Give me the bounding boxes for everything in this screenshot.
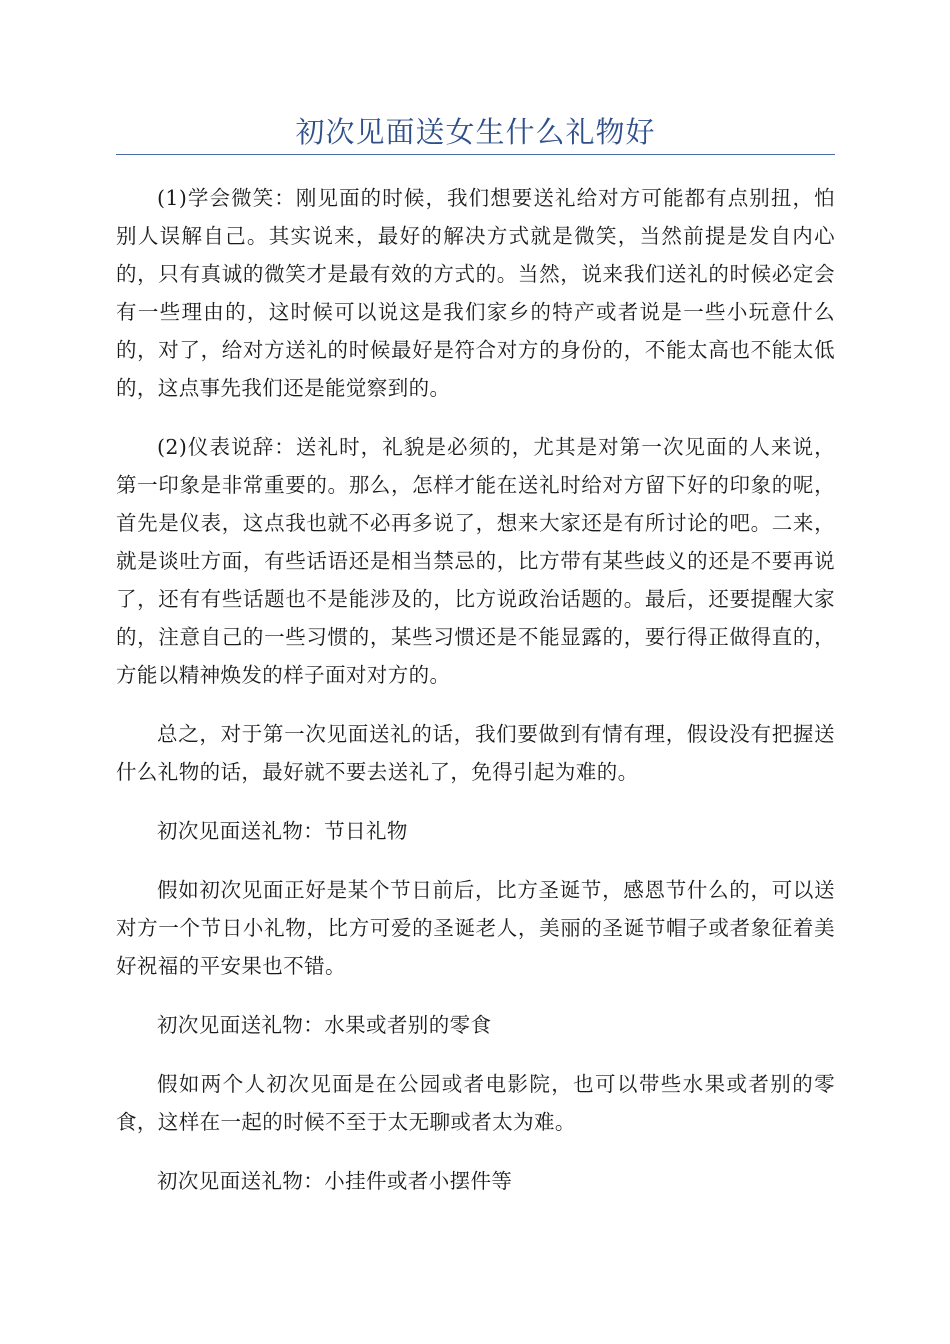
section-heading-holiday-gift: 初次见面送礼物：节日礼物 <box>157 819 408 843</box>
document-page <box>116 112 835 1221</box>
paragraph-summary: 总之，对于第一次见面送礼的话，我们要做到有情有理，假设没有把握送什么礼物的话，最好就不要去送礼了，免得引起为难的。 <box>116 722 835 784</box>
paragraph-fruit-snacks: 假如两个人初次见面是在公园或者电影院，也可以带些水果或者别的零食，这样在一起的时候不至于太无聊或者太为难。 <box>116 1072 835 1134</box>
section-heading-fruit-snacks: 初次见面送礼物：水果或者别的零食 <box>157 1013 492 1037</box>
document-title: 初次见面送女生什么礼物好 <box>116 112 835 155</box>
paragraph-holiday-gift: 假如初次见面正好是某个节日前后，比方圣诞节，感恩节什么的，可以送对方一个节日小礼物，比方可爱的圣诞老人，美丽的圣诞节帽子或者象征着美好祝福的平安果也不错。 <box>116 878 835 978</box>
section-heading-small-ornaments: 初次见面送礼物：小挂件或者小摆件等 <box>157 1169 513 1193</box>
document-body <box>116 179 835 1200</box>
paragraph-smile: (1)学会微笑：刚见面的时候，我们想要送礼给对方可能都有点别扭，怕别人误解自己。其实说来，最好的解决方式就是微笑，当然前提是发自内心的，只有真诚的微笑才是最有效的方式的。当然，说来我们送礼的时候必定会有一些理由的，这时候可以说这是我们家乡的特产或者说是一些小玩意什么的，对了，给对方送礼的时候最好是符合对方的身份的，不能太高也不能太低的，这点事先我们还是能觉察到的。 <box>116 186 835 400</box>
paragraph-appearance: (2)仪表说辞：送礼时，礼貌是必须的，尤其是对第一次见面的人来说，第一印象是非常重要的。那么，怎样才能在送礼时给对方留下好的印象的呢，首先是仪表，这点我也就不必再多说了，想来大家还是有所讨论的吧。二来，就是谈吐方面，有些话语还是相当禁忌的，比方带有某些歧义的还是不要再说了，还有有些话题也不是能涉及的，比方说政治话题的。最后，还要提醒大家的，注意自己的一些习惯的，某些习惯还是不能显露的，要行得正做得直的，方能以精神焕发的样子面对对方的。 <box>116 435 835 687</box>
